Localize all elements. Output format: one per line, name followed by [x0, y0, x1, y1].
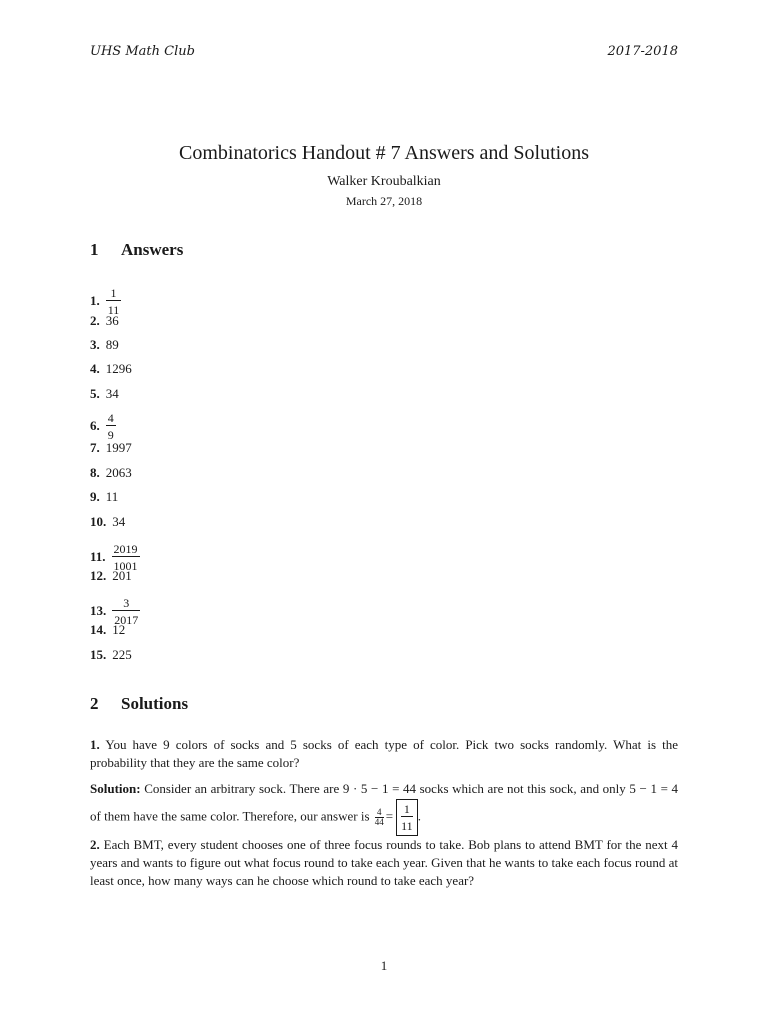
- section-title: Solutions: [121, 694, 189, 713]
- problem-1: [90, 736, 678, 772]
- fraction-numerator: 3: [123, 595, 130, 610]
- answer-value: 34: [105, 386, 119, 401]
- fraction-denominator: 1001: [112, 556, 140, 573]
- answer-number: 15.: [90, 647, 107, 662]
- author: Walker Kroubalkian: [327, 174, 441, 189]
- answer-number: 5.: [90, 386, 100, 401]
- answer-item: [90, 311, 119, 331]
- fraction-numerator: 1: [110, 285, 117, 300]
- problem-2: [90, 836, 678, 890]
- answer-item: [90, 463, 132, 483]
- answer-item: [90, 487, 118, 507]
- fraction-numerator: 2019: [113, 541, 138, 556]
- answer-item: [90, 384, 119, 404]
- answer-number: 6.: [90, 418, 100, 433]
- inline-fraction: $\frac{4}{44}$: [374, 807, 384, 827]
- date: March 27, 2018: [345, 194, 423, 208]
- answer-value: 12: [112, 622, 126, 637]
- section-number: 1: [90, 240, 99, 259]
- fraction-denominator: 2017: [112, 610, 140, 627]
- fraction-denominator: 11: [106, 300, 122, 317]
- answer-number: 1.: [90, 293, 100, 308]
- solution-label: Solution:: [90, 781, 141, 796]
- answer-value: 1296: [105, 361, 132, 376]
- answer-value: 225: [112, 647, 132, 662]
- section-number: 2: [90, 694, 99, 713]
- problem-number: 2.: [90, 837, 100, 852]
- fraction-denominator: 9: [106, 425, 116, 442]
- answer-item: [90, 335, 119, 355]
- answer-item: [90, 645, 132, 665]
- answer-number: 3.: [90, 337, 100, 352]
- problem-number: 1.: [90, 737, 100, 752]
- problem-text: Each BMT, every student chooses one of three focus rounds to take. Bob plans to attend BMT for the next 4 years and wants to figure out what focus round to take each year. Given that he wants to take each focus round at least once, how many ways can he choose which round to take each year?: [90, 837, 678, 888]
- answer-value: 36: [105, 313, 119, 328]
- answer-number: 13.: [90, 603, 107, 618]
- answer-item: [90, 620, 125, 640]
- answer-number: 4.: [90, 361, 100, 376]
- answer-number: 8.: [90, 465, 100, 480]
- answer-number: 12.: [90, 568, 107, 583]
- boxed-answer: $\frac{1}{11}$: [396, 799, 418, 836]
- solution-text: Consider an arbitrary sock. There are 9 · 5 − 1 = 44 socks which are not this sock, and only 5 − 1 = 4 of them have the same color. Therefore, our answer is: [90, 781, 679, 824]
- header-left: UHS Math Club: [90, 44, 195, 59]
- answer-value: 201: [112, 568, 132, 583]
- answer-item: [90, 359, 132, 379]
- header-right: 2017-2018: [607, 44, 678, 59]
- answer-item: [90, 566, 132, 586]
- document-title: Combinatorics Handout # 7 Answers and Solutions: [179, 142, 589, 164]
- answer-item: [90, 512, 125, 532]
- section-title: Answers: [121, 240, 184, 259]
- answer-number: 7.: [90, 440, 100, 455]
- section-heading-solutions: [90, 694, 188, 714]
- answer-value: 34: [112, 514, 126, 529]
- section-heading-answers: [90, 240, 183, 260]
- answer-number: 2.: [90, 313, 100, 328]
- answer-number: 14.: [90, 622, 107, 637]
- answer-number: 9.: [90, 489, 100, 504]
- answer-value: 2063: [105, 465, 132, 480]
- answer-value: 1997: [105, 440, 132, 455]
- answer-number: 11.: [90, 549, 106, 564]
- answer-value: 89: [105, 337, 119, 352]
- answer-item: [90, 438, 132, 458]
- equals-sign: =: [385, 808, 394, 824]
- fraction-numerator: 4: [107, 410, 114, 425]
- page-number: 1: [380, 958, 388, 973]
- problem-text: You have 9 colors of socks and 5 socks of each type of color. Pick two socks randomly. What is the probability that they are the same color?: [90, 737, 678, 770]
- answer-number: 10.: [90, 514, 107, 529]
- solution-1: Solution: Consider an arbitrary sock. There are 9 · 5 − 1 = 44 socks which are not this sock, and only 5 − 1 = 4 of them have the same color. Therefore, our answer is $\frac{4}{44}$ = $\frac{1}{11}$ .: [90, 779, 678, 836]
- answer-fraction: [106, 411, 116, 442]
- answer-value: 11: [105, 489, 119, 504]
